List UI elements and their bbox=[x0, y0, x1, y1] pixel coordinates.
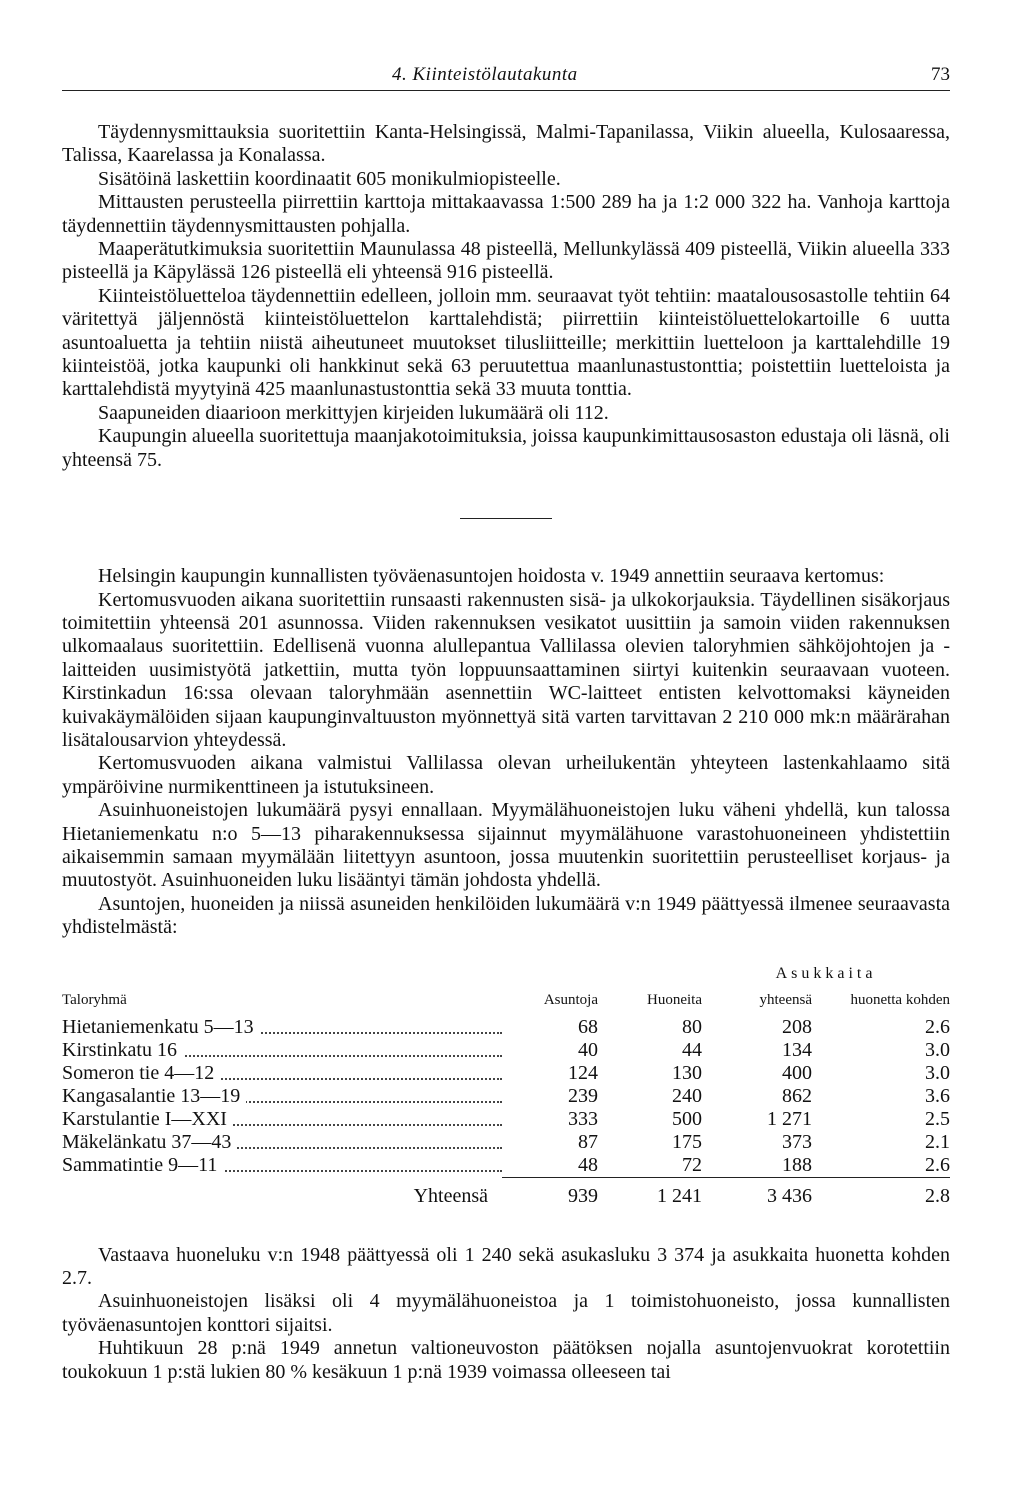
document-page bbox=[62, 60, 950, 1384]
paragraph: Asuinhuoneistojen lukumäärä pysyi ennallaan. Myymälähuoneistojen luku väheni yhdellä, kun talossa Hietaniemenkatu n:o 5—13 piharakennuksessa sijainnut myymälähuone varastohuoneineen yhdistettiin aikaisemmin samaan myymälään liitettyyn asuntoon, jossa muutenkin suoritettiin perusteelliset korjaus- ja muutostyöt. Asuinhuoneiden luku lisääntyi tämän johdosta yhdellä. bbox=[62, 799, 950, 892]
paragraph: Maaperätutkimuksia suoritettiin Maunulassa 48 pisteellä, Mellunkylässä 409 pisteellä, Viikin alueella 333 pisteellä ja Käpylässä 126 pisteellä eli yhteensä 916 pisteellä. bbox=[62, 238, 950, 284]
chapter-title: 4. Kiinteistölautakunta bbox=[392, 64, 578, 85]
section-continuation bbox=[62, 1244, 950, 1384]
paragraph: Vastaava huoneluku v:n 1948 päättyessä oli 1 240 sekä asukasluku 3 374 ja asukkaita huonetta kohden 2.7. bbox=[62, 1243, 950, 1289]
row-name bbox=[62, 1108, 502, 1131]
row-name bbox=[62, 1062, 502, 1085]
row-label: Someron tie 4—12 bbox=[62, 1062, 220, 1084]
housing-table bbox=[62, 962, 950, 1208]
column-header: Taloryhmä bbox=[62, 992, 127, 1009]
paragraph: Asuntojen, huoneiden ja niissä asuneiden henkilöiden lukumäärä v:n 1949 päättyessä ilmenee seuraavasta yhdistelmästä: bbox=[62, 892, 950, 939]
column-header: Huoneita bbox=[647, 992, 702, 1009]
paragraph: Täydennysmittauksia suoritettiin Kanta-Helsingissä, Malmi-Tapanilassa, Viikin alueella, Kulosaaressa, Talissa, Kaarelassa ja Konalassa. bbox=[62, 121, 950, 167]
row-name bbox=[62, 1131, 502, 1154]
paragraph: Kaupungin alueella suoritettuja maanjakotoimituksia, joissa kaupunkimittausosaston edustaja oli läsnä, oli yhteensä 75. bbox=[62, 425, 950, 471]
paragraph: Asuinhuoneistojen lisäksi oli 4 myymälähuoneistoa ja 1 toimistohuoneisto, jossa kunnallisten työväenasuntojen konttori sijaitsi. bbox=[62, 1290, 950, 1336]
table-row bbox=[62, 1154, 950, 1178]
table-cell: 3.0 bbox=[925, 1038, 950, 1061]
table-cell: 400 bbox=[782, 1061, 812, 1084]
table-cell: 2.8 bbox=[925, 1184, 950, 1207]
column-header: huonetta kohden bbox=[850, 992, 950, 1009]
running-header bbox=[62, 60, 950, 91]
table-cell: 239 bbox=[568, 1084, 598, 1107]
row-name bbox=[62, 1154, 502, 1178]
total-label: Yhteensä bbox=[413, 1184, 488, 1207]
paragraph: Sisätöinä laskettiin koordinaatit 605 monikulmiopisteelle. bbox=[98, 167, 561, 190]
paragraph: Huhtikuun 28 p:nä 1949 annetun valtioneuvoston päätöksen nojalla asuntojenvuokrat korotettiin toukokuun 1 p:stä lukien 80 % kesäkuun 1 p:nä 1939 voimassa olleeseen tai bbox=[62, 1337, 950, 1383]
table-cell: 208 bbox=[782, 1015, 812, 1038]
table-row bbox=[62, 1108, 950, 1131]
table-cell: 500 bbox=[672, 1107, 702, 1130]
table-cell: 134 bbox=[782, 1038, 812, 1061]
table-cell: 2.5 bbox=[925, 1107, 950, 1130]
table-cell: 175 bbox=[672, 1130, 702, 1153]
table-cell: 2.6 bbox=[925, 1015, 950, 1038]
table-row bbox=[62, 1016, 950, 1039]
row-label: Sammatintie 9—11 bbox=[62, 1154, 223, 1176]
row-name bbox=[62, 1039, 502, 1062]
table-cell: 130 bbox=[672, 1061, 702, 1084]
paragraph: Saapuneiden diaarioon merkittyjen kirjeiden lukumäärä oli 112. bbox=[98, 401, 609, 424]
row-label: Kirstinkatu 16 bbox=[62, 1039, 183, 1061]
paragraph: Kertomusvuoden aikana suoritettiin runsaasti rakennusten sisä- ja ulkokorjauksia. Täydellinen sisäkorjaus toimitettiin yhteensä 201 asunnossa. Viiden rakennuksen vesikatot uusittiin ja samoin viiden rakennuksen ulkomaalaus suoritettiin. Edellisenä vuonna alullepantua Vallilassa olevien taloryhmien sähköjohtojen ja -laitteiden uusimistyötä jatkettiin, mutta työn loppuunsaattaminen siirtyi kuitenkin seuraavaan vuoteen. Kirstinkadun 16:ssa olevaan taloryhmään asennettiin WC-laitteet entisten kelvottomaksi käyneiden kuivakäymälöiden sijaan kaupunginvaltuuston myönnettyä sitä varten tarvittavan 2 210 000 mk:n määrärahan lisätalousarvion yhteydessä. bbox=[62, 588, 950, 751]
paragraph: Kiinteistöluetteloa täydennettiin edelleen, jolloin mm. seuraavat työt tehtiin: maatalousosastolle tehtiin 64 väritettyä jäljennöstä kiinteistöluettelon karttalehdistä; piirrettiin kiinteistöluettelokartoille 6 uutta asuntoaluetta ja tehtiin niistä aiheutuneet muutokset tilusliitteille; merkittiin luetteloon ja karttalehdille 19 kiinteistöä, jotka kaupunki oli hankkinut sekä 63 peruutettua maanlunastustonttia; poistettiin luetteloista ja karttalehdistä myytyinä 425 maanlunastustonttia sekä 33 muuta tonttia. bbox=[62, 284, 950, 401]
table-cell: 862 bbox=[782, 1084, 812, 1107]
table-cell: 87 bbox=[578, 1130, 598, 1153]
table-cell: 2.6 bbox=[925, 1153, 950, 1176]
row-label: Kangasalantie 13—19 bbox=[62, 1085, 246, 1107]
table-cell: 333 bbox=[568, 1107, 598, 1130]
row-label: Mäkelänkatu 37—43 bbox=[62, 1131, 237, 1153]
table-cell: 3 436 bbox=[767, 1184, 812, 1207]
table-row bbox=[62, 1085, 950, 1108]
table-cell: 72 bbox=[682, 1153, 702, 1176]
table-cell: 1 271 bbox=[767, 1107, 812, 1130]
column-header: yhteensä bbox=[759, 992, 812, 1009]
row-label: Karstulantie I—XXI bbox=[62, 1108, 233, 1130]
row-name bbox=[62, 1016, 502, 1039]
table-row bbox=[62, 1039, 950, 1062]
page-number: 73 bbox=[931, 64, 950, 85]
table-group-header: Asukkaita bbox=[775, 964, 877, 982]
table-cell: 373 bbox=[782, 1130, 812, 1153]
table-cell: 44 bbox=[682, 1038, 702, 1061]
row-label: Hietaniemenkatu 5—13 bbox=[62, 1016, 260, 1038]
table-cell: 124 bbox=[568, 1061, 598, 1084]
paragraph: Mittausten perusteella piirrettiin karttoja mittakaavassa 1:500 289 ha ja 1:2 000 322 ha. Vanhoja karttoja täydennettiin täydennysmittausten pohjalla. bbox=[62, 191, 950, 237]
paragraph: Helsingin kaupungin kunnallisten työväenasuntojen hoidosta v. 1949 annettiin seuraava kertomus: bbox=[98, 565, 885, 588]
column-header: Asuntoja bbox=[543, 992, 598, 1009]
section-surveying bbox=[62, 121, 950, 472]
table-total-row bbox=[62, 1178, 950, 1208]
table-cell: 68 bbox=[578, 1015, 598, 1038]
table-cell: 3.6 bbox=[925, 1084, 950, 1107]
section-divider bbox=[460, 518, 552, 519]
table-cell: 1 241 bbox=[657, 1184, 702, 1207]
table-cell: 188 bbox=[782, 1153, 812, 1176]
table-cell: 80 bbox=[682, 1015, 702, 1038]
table-cell: 48 bbox=[578, 1153, 598, 1176]
section-housing bbox=[62, 565, 950, 940]
table-row bbox=[62, 1131, 950, 1154]
table-cell: 939 bbox=[568, 1184, 598, 1207]
table-cell: 240 bbox=[672, 1084, 702, 1107]
row-name bbox=[62, 1085, 502, 1108]
table-row bbox=[62, 1062, 950, 1085]
table-cell: 3.0 bbox=[925, 1061, 950, 1084]
paragraph: Kertomusvuoden aikana valmistui Vallilassa olevan urheilukentän yhteyteen lastenkahlaamo sitä ympäröivine nurmikenttineen ja istutuksineen. bbox=[62, 752, 950, 798]
table-cell: 2.1 bbox=[925, 1130, 950, 1153]
table-cell: 40 bbox=[578, 1038, 598, 1061]
